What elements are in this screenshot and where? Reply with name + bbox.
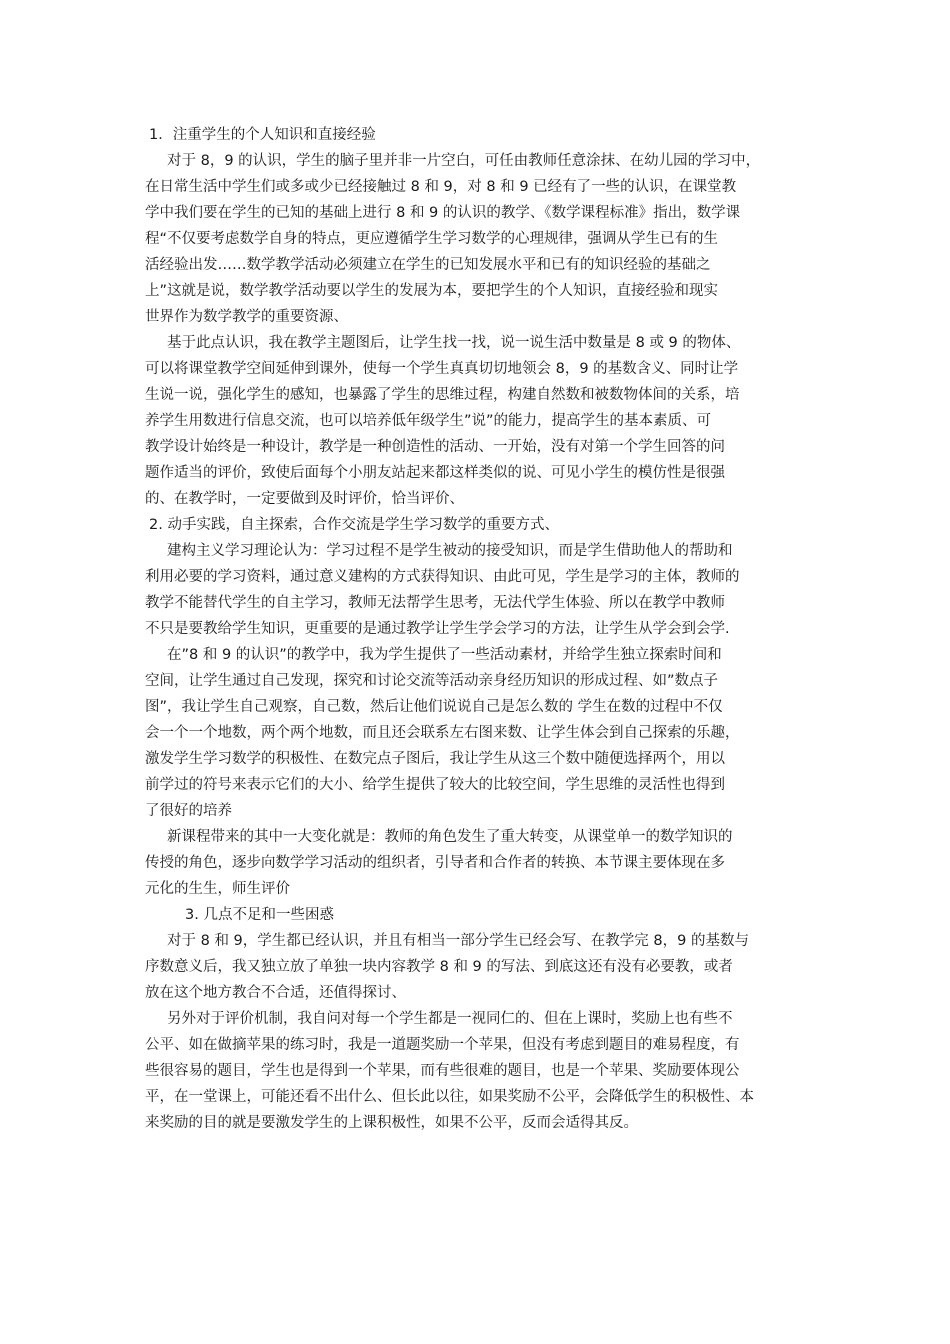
text-line: 新课程带来的其中一大变化就是：教师的角色发生了重大转变，从课堂单一的数学知识的 <box>167 829 733 845</box>
section-heading-3: 3. 几点不足和一些困惑 <box>185 907 334 923</box>
text-line: 在”8 和 9 的认识”的教学中，我为学生提供了一些活动素材，并给学生独立探索时间和 <box>167 647 722 663</box>
text-line: 了很好的培养 <box>145 803 232 819</box>
text-line: 世界作为数学教学的重要资源、 <box>145 309 348 325</box>
text-line: 序数意义后，我又独立放了单独一块内容教学 8 和 9 的写法、到底这还有没有必要教，或者 <box>145 959 733 975</box>
text-line: 平，在一堂课上，可能还看不出什么、但长此以往，如果奖励不公平，会降低学生的积极性、本 <box>145 1089 754 1105</box>
text-line: 前学过的符号来表示它们的大小、给学生提供了较大的比较空间，学生思维的灵活性也得到 <box>145 777 725 793</box>
document-body <box>145 122 813 1136</box>
section-heading-1: 1．注重学生的个人知识和直接经验 <box>149 127 376 143</box>
paragraph-5 <box>145 824 813 902</box>
text-line: 放在这个地方教合不合适，还值得探讨、 <box>145 985 406 1001</box>
text-line: 对于 8，9 的认识，学生的脑子里并非一片空白，可任由教师任意涂抹、在幼儿园的学习中， <box>167 153 761 169</box>
text-line: 传授的角色，逐步向数学学习活动的组织者，引导者和合作者的转换、本节课主要体现在多 <box>145 855 725 871</box>
text-line: 来奖励的目的就是要激发学生的上课积极性，如果不公平，反而会适得其反。 <box>145 1115 638 1131</box>
section-heading-2: 2. 动手实践，自主探索，合作交流是学生学习数学的重要方式、 <box>149 517 559 533</box>
text-line: 另外对于评价机制，我自问对每一个学生都是一视同仁的、但在上课时，奖励上也有些不 <box>167 1011 733 1027</box>
text-line: 上”这就是说，数学教学活动要以学生的发展为本，要把学生的个人知识，直接经验和现实 <box>145 283 719 299</box>
text-line: 对于 8 和 9，学生都已经认识，并且有相当一部分学生已经会写、在教学完 8，9 的基数与 <box>167 933 749 949</box>
text-line: 激发学生学习数学的积极性、在数完点子图后，我让学生从这三个数中随便选择两个，用以 <box>145 751 725 767</box>
paragraph-4 <box>145 642 813 824</box>
text-line: 程“不仅要考虑数学自身的特点，更应遵循学生学习数学的心理规律，强调从学生已有的生 <box>145 231 719 247</box>
text-line: 基于此点认识，我在教学主题图后，让学生找一找，说一说生活中数量是 8 或 9 的物体、 <box>167 335 741 351</box>
text-line: 活经验出发……数学教学活动必须建立在学生的已知发展水平和已有的知识经验的基础之 <box>145 257 711 273</box>
paragraph-2 <box>145 330 813 512</box>
text-line: 元化的生生，师生评价 <box>145 881 290 897</box>
text-line: 教学不能替代学生的自主学习，教师无法帮学生思考，无法代学生体验、所以在教学中教师 <box>145 595 725 611</box>
text-line: 学中我们要在学生的已知的基础上进行 8 和 9 的认识的教学、《数学课程标准》指出，数学课 <box>145 205 741 221</box>
text-line: 在日常生活中学生们或多或少已经接触过 8 和 9，对 8 和 9 已经有了一些的认识，在课堂教 <box>145 179 737 195</box>
text-line: 图”，我让学生自己观察，自己数，然后让他们说说自己是怎么数的 学生在数的过程中不仅 <box>145 699 723 715</box>
paragraph-6 <box>145 928 813 1006</box>
text-line: 空间，让学生通过自己发现，探究和讨论交流等活动亲身经历知识的形成过程、如”数点子 <box>145 673 719 689</box>
text-line: 建构主义学习理论认为：学习过程不是学生被动的接受知识，而是学生借助他人的帮助和 <box>167 543 733 559</box>
text-line: 的、在教学时，一定要做到及时评价，恰当评价、 <box>145 491 464 507</box>
text-line: 利用必要的学习资料，通过意义建构的方式获得知识、由此可见，学生是学习的主体，教师的 <box>145 569 740 585</box>
paragraph-3 <box>145 538 813 642</box>
text-line: 些很容易的题目，学生也是得到一个苹果，而有些很难的题目，也是一个苹果、奖励要体现公 <box>145 1063 740 1079</box>
text-line: 可以将课堂教学空间延伸到课外，使每一个学生真真切切地领会 8，9 的基数含义、同时让学 <box>145 361 739 377</box>
text-line: 公平、如在做摘苹果的练习时，我是一道题奖励一个苹果，但没有考虑到题目的难易程度，有 <box>145 1037 740 1053</box>
text-line: 生说一说，强化学生的感知，也暴露了学生的思维过程，构建自然数和被数物体间的关系，培 <box>145 387 740 403</box>
text-line: 养学生用数进行信息交流，也可以培养低年级学生”说”的能力，提高学生的基本素质、可 <box>145 413 712 429</box>
text-line: 教学设计始终是一种设计，教学是一种创造性的活动、一开始，没有对第一个学生回答的问 <box>145 439 725 455</box>
paragraph-7 <box>145 1006 813 1136</box>
text-line: 题作适当的评价，致使后面每个小朋友站起来都这样类似的说、可见小学生的模仿性是很强 <box>145 465 725 481</box>
paragraph-1 <box>145 148 813 330</box>
text-line: 不只是要教给学生知识，更重要的是通过教学让学生学会学习的方法，让学生从学会到会学. <box>145 621 730 637</box>
text-line: 会一个一个地数，两个两个地数，而且还会联系左右图来数、让学生体会到自己探索的乐趣， <box>145 725 740 741</box>
